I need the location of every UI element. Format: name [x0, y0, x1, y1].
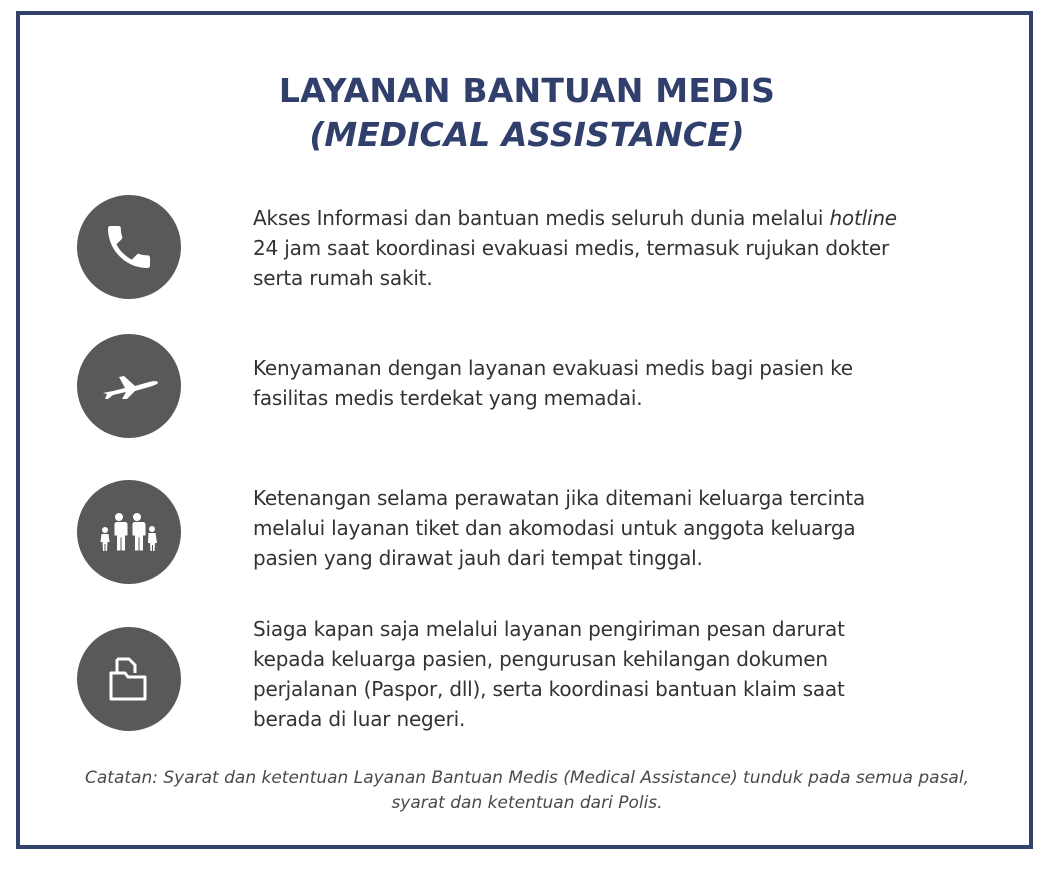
- item-3-line-2: melalui layanan tiket dan akomodasi untuk anggota keluarga: [253, 516, 856, 540]
- list-item: [253, 614, 973, 734]
- item-1-line-1: Akses Informasi dan bantuan medis seluruh dunia melalui: [253, 206, 830, 230]
- item-1-line-2: 24 jam saat koordinasi evakuasi medis, termasuk rujukan dokter: [253, 236, 890, 260]
- item-2-line-2: fasilitas medis terdekat yang memadai.: [253, 386, 643, 410]
- item-2-line-1: Kenyamanan dengan layanan evakuasi medis bagi pasien ke: [253, 356, 853, 380]
- footnote-line-2: syarat dan ketentuan dari Polis.: [391, 793, 663, 813]
- page-subtitle: (MEDICAL ASSISTANCE): [309, 115, 745, 154]
- hotline-emphasis: hotline: [829, 206, 897, 230]
- list-item: [253, 203, 973, 293]
- item-4-line-1: Siaga kapan saja melalui layanan pengiriman pesan darurat: [253, 617, 845, 641]
- list-item: [253, 353, 973, 413]
- item-4-line-3: perjalanan (Paspor, dll), serta koordinasi bantuan klaim saat: [253, 677, 845, 701]
- airplane-icon: [77, 334, 181, 438]
- item-4-line-2: kepada keluarga pasien, pengurusan kehilangan dokumen: [253, 647, 828, 671]
- footnote-line-1: Catatan: Syarat dan ketentuan Layanan Bantuan Medis (Medical Assistance) tunduk pada semua pasal,: [85, 768, 969, 788]
- item-3-line-3: pasien yang dirawat jauh dari tempat tinggal.: [253, 546, 703, 570]
- family-icon: [77, 480, 181, 584]
- item-1-line-3: serta rumah sakit.: [253, 266, 433, 290]
- page-title: LAYANAN BANTUAN MEDIS: [278, 71, 776, 110]
- list-item: [253, 483, 973, 573]
- documents-icon: [77, 627, 181, 731]
- item-3-line-1: Ketenangan selama perawatan jika ditemani keluarga tercinta: [253, 486, 865, 510]
- footnote: [40, 766, 1014, 816]
- item-4-line-4: berada di luar negeri.: [253, 707, 466, 731]
- phone-icon: [77, 195, 181, 299]
